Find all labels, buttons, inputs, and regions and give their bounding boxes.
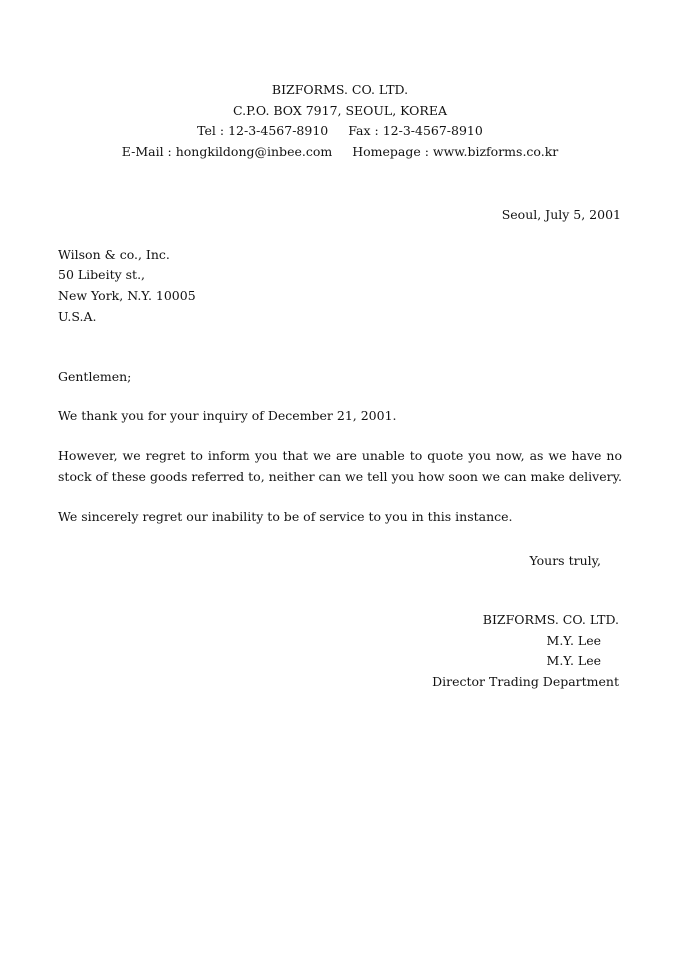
recipient-line-4: U.S.A. <box>58 309 97 324</box>
letterhead-address: C.P.O. BOX 7917, SEOUL, KOREA <box>232 103 447 118</box>
signature-name-1: M.Y. Lee <box>546 633 601 648</box>
recipient-line-2: 50 Libeity st., <box>58 267 146 282</box>
recipient-line-1: Wilson & co., Inc. <box>58 247 170 262</box>
letterhead-email: E-Mail : hongkildong@inbee.com <box>121 144 333 159</box>
letterhead-homepage: Homepage : www.bizforms.co.kr <box>352 144 559 159</box>
signature-company: BIZFORMS. CO. LTD. <box>482 612 619 627</box>
signature-title: Director Trading Department <box>432 674 619 689</box>
letter-date: Seoul, July 5, 2001 <box>501 207 621 222</box>
closing: Yours truly, <box>529 553 601 568</box>
letterhead-tel: Tel : 12-3-4567-8910 <box>197 123 329 138</box>
body-paragraph-3: We sincerely regret our inability to be of service to you in this instance. <box>58 509 513 524</box>
letterhead-fax: Fax : 12-3-4567-8910 <box>348 123 483 138</box>
salutation: Gentlemen; <box>58 369 132 384</box>
body-paragraph-1: We thank you for your inquiry of December 21, 2001. <box>58 408 397 423</box>
body-paragraph-2-line-2: stock of these goods referred to, neither can we tell you how soon we can make delivery. <box>58 469 622 484</box>
letterhead-company: BIZFORMS. CO. LTD. <box>271 82 409 97</box>
signature-name-2: M.Y. Lee <box>546 653 601 668</box>
letterhead-web-line <box>0 142 680 162</box>
letterhead-contact-line <box>0 121 680 141</box>
body-paragraph-2-line-1: However, we regret to inform you that we are unable to quote you now, as we have no <box>58 448 622 463</box>
recipient-line-3: New York, N.Y. 10005 <box>58 288 196 303</box>
